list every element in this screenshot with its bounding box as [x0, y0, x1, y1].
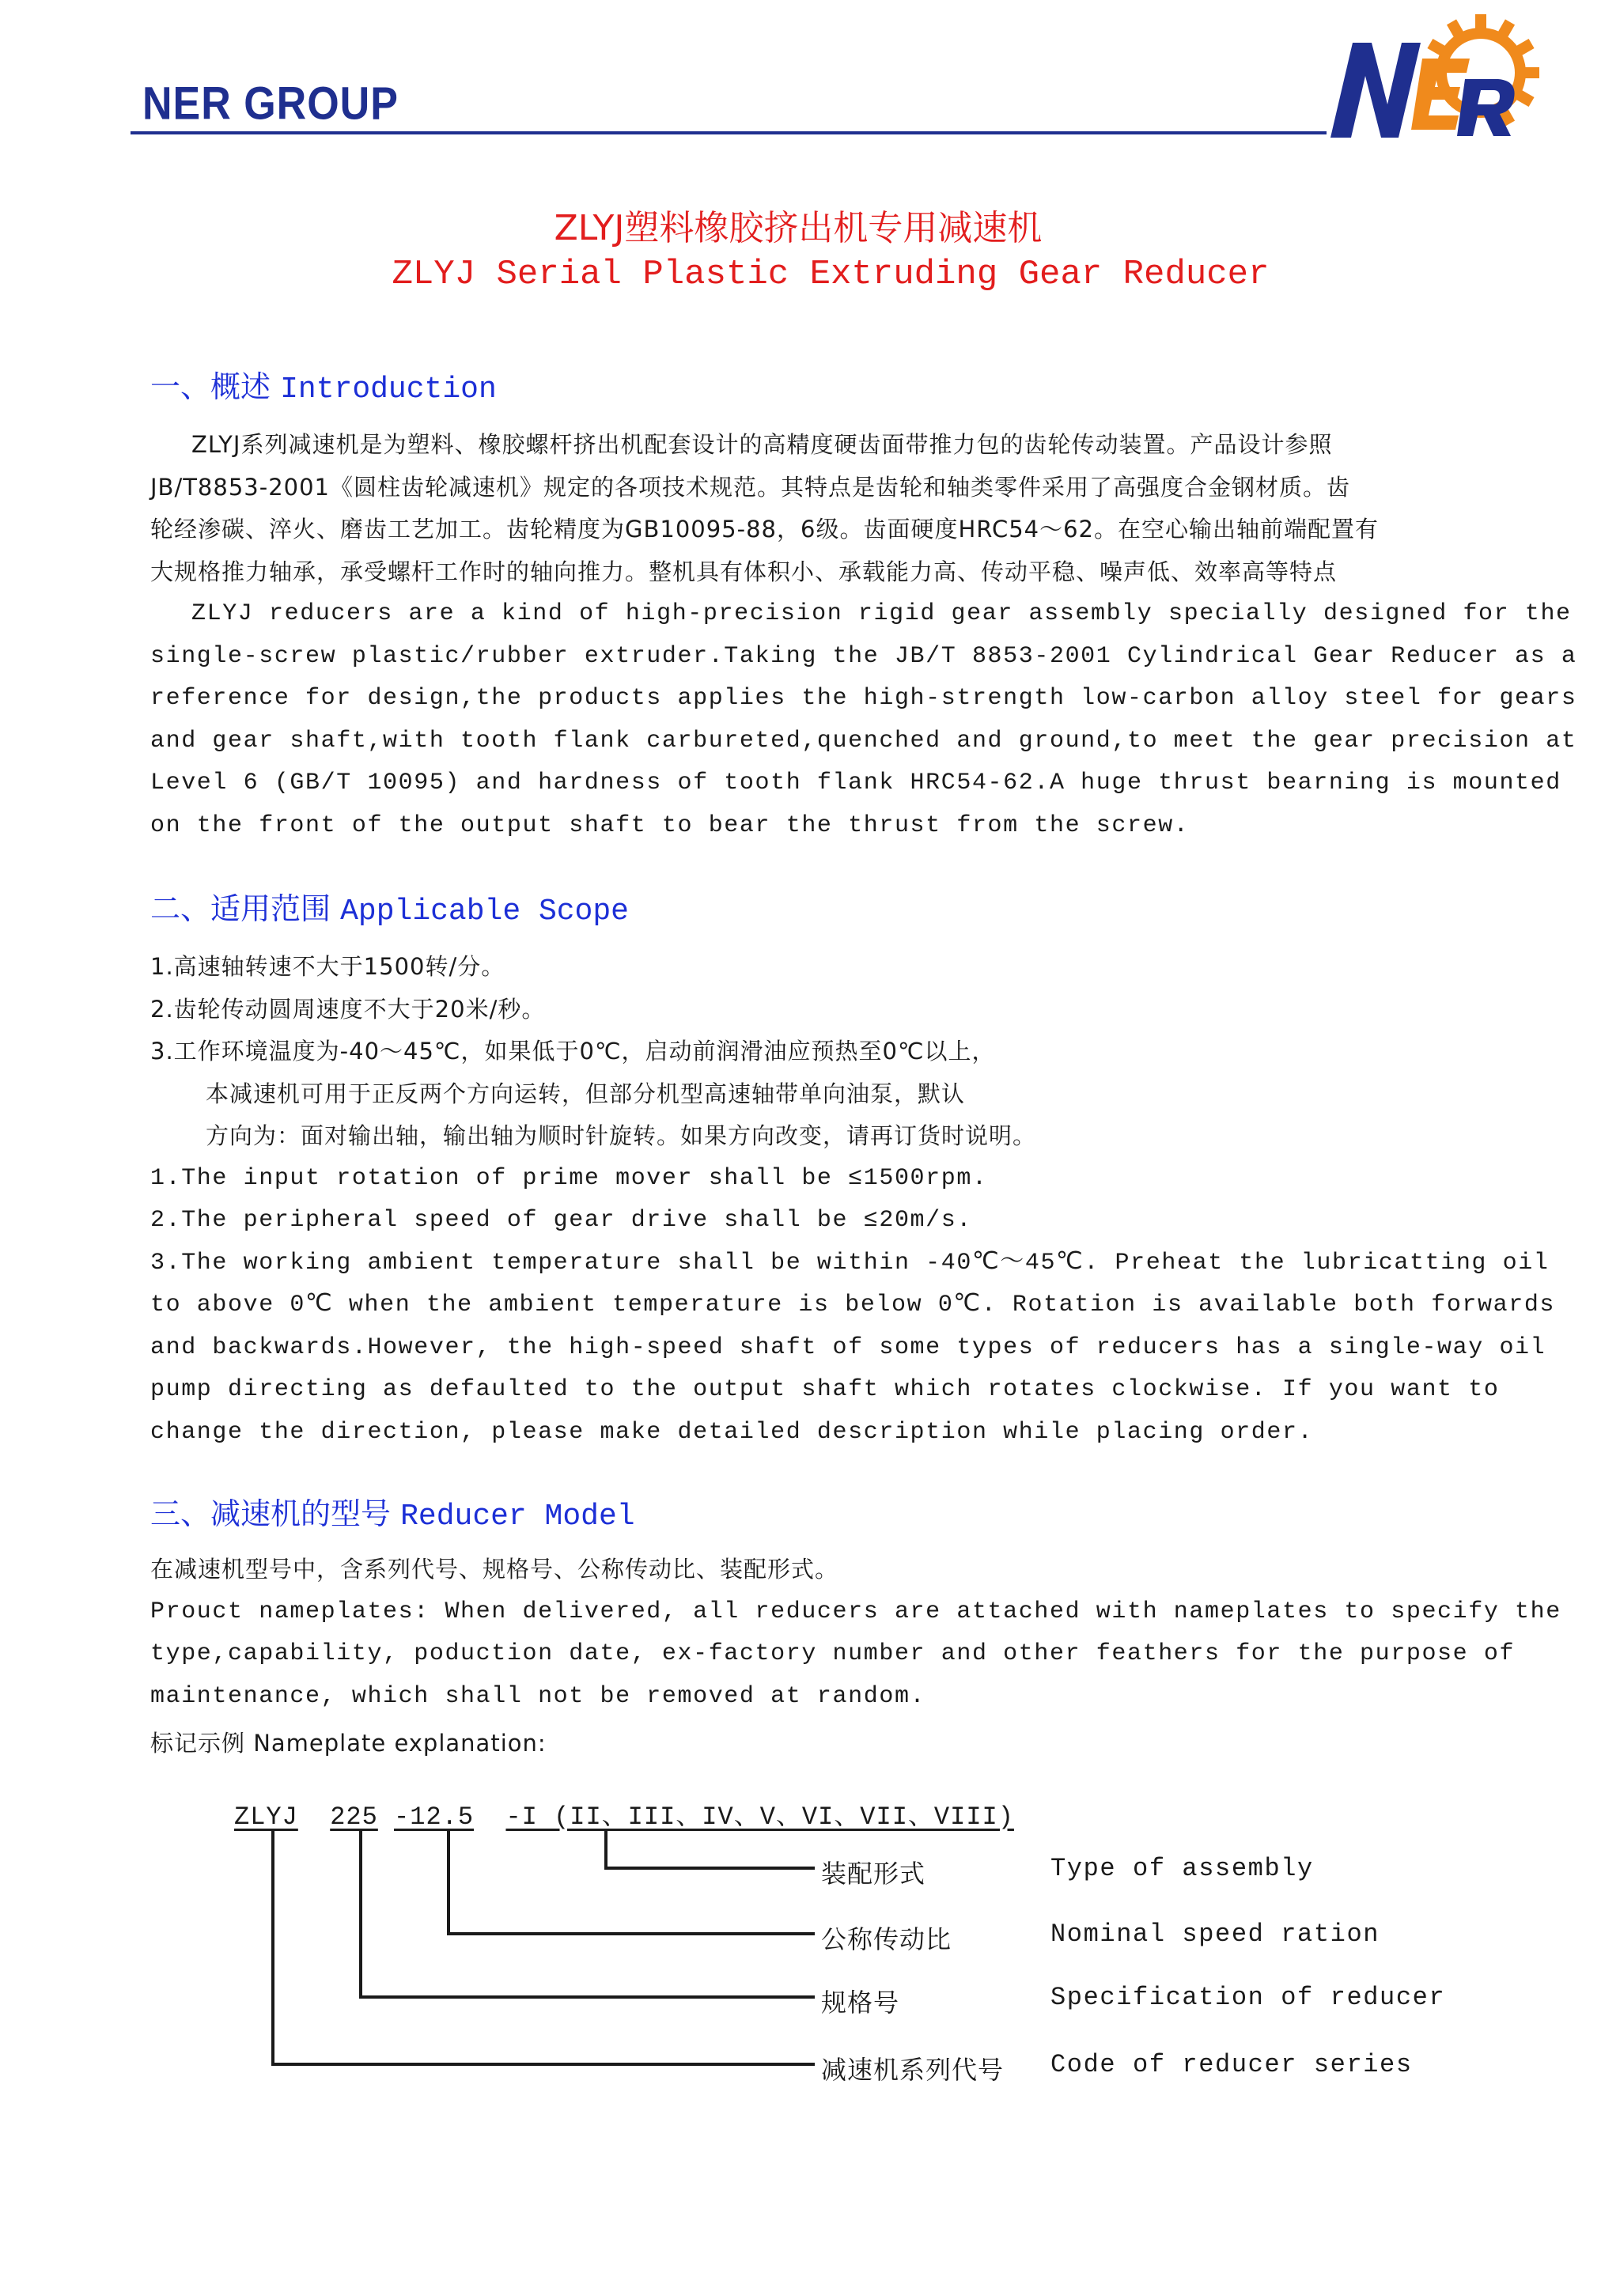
- scope-en-line: 3.The working ambient temperature shall be within -40℃～45℃. Preheat the lubricatting oil: [150, 1249, 1550, 1277]
- scope-en-line: and backwards.However, the high-speed shaft of some types of reducers has a single-way oil: [150, 1333, 1546, 1361]
- intro-cn-line: 轮经渗碳、淬火、磨齿工艺加工。齿轮精度为GB10095-88，6级。齿面硬度HRC54～62。在空心输出轴前端配置有: [150, 516, 1380, 543]
- model-en-line: type,capability, poduction date, ex-factory number and other feathers for the purpose of: [150, 1640, 1516, 1667]
- intro-cn-line: JB/T8853-2001《圆柱齿轮减速机》规定的各项技术规范。其特点是齿轮和轴类零件采用了高强度合金钢材质。齿: [150, 473, 1351, 501]
- page-header: [0, 0, 1620, 150]
- title-english: ZLYJ Serial Plastic Extruding Gear Reducer: [392, 255, 1270, 294]
- label-ratio-en: Nominal speed ration: [1050, 1920, 1380, 1949]
- scope-en-line: pump directing as defaulted to the output shaft which rotates clockwise. If you want to: [150, 1376, 1500, 1403]
- scope-en-line: change the direction, please make detailed description while placing order.: [150, 1418, 1314, 1446]
- header-divider: [131, 131, 1327, 134]
- label-assembly-cn: 装配形式: [821, 1859, 926, 1889]
- section-heading-applicable-scope: [150, 884, 629, 929]
- brand-name: NER GROUP: [142, 78, 399, 130]
- scope-en-line: 2.The peripheral speed of gear drive shall be ≤20m/s.: [150, 1207, 972, 1234]
- label-spec-en: Specification of reducer: [1050, 1983, 1446, 2012]
- intro-en-line: on the front of the output shaft to bear the thrust from the screw.: [150, 811, 1190, 839]
- title-chinese: ZLYJ塑料橡胶挤出机专用减速机: [554, 208, 1043, 248]
- intro-en-line: ZLYJ reducers are a kind of high-precision rigid gear assembly specially designed for the: [191, 600, 1572, 627]
- scope-cn-line: 2.齿轮传动圆周速度不大于20米/秒。: [150, 995, 546, 1023]
- label-ratio-cn: 公称传动比: [821, 1924, 952, 1954]
- section-heading-reducer-model: [150, 1489, 635, 1534]
- heading-cn: 三、减速机的型号: [150, 1496, 392, 1531]
- nameplate-example-label: 标记示例 Nameplate explanation:: [150, 1730, 547, 1757]
- scope-cn-line: 1.高速轴转速不大于1500转/分。: [150, 953, 505, 980]
- leader-assembly: [606, 1830, 815, 1868]
- intro-en-line: reference for design,the products applies the high-strength low-carbon alloy steel for gears: [150, 685, 1577, 712]
- scope-cn-line: 本减速机可用于正反两个方向运转，但部分机型高速轴带单向油泵，默认: [206, 1080, 966, 1107]
- intro-en-line: Level 6 (GB/T 10095) and hardness of tooth flank HRC54-62.A huge thrust bearning is mounted: [150, 770, 1561, 796]
- intro-cn-line: 大规格推力轴承，承受螺杆工作时的轴向推力。整机具有体积小、承载能力高、传动平稳、噪声低、效率高等特点: [150, 558, 1338, 585]
- leader-ratio: [449, 1830, 815, 1934]
- model-part-ratio: -12.5: [394, 1802, 475, 1832]
- heading-cn: 二、适用范围: [150, 891, 331, 926]
- introduction-paragraph: [150, 424, 1577, 847]
- heading-cn: 一、概述: [150, 369, 271, 404]
- model-code: [234, 1795, 1014, 1832]
- scope-en-line: to above 0℃ when the ambient temperature is below 0℃. Rotation is available both forwards: [150, 1292, 1556, 1318]
- scope-en-line: 1.The input rotation of prime mover shall be ≤1500rpm.: [150, 1164, 988, 1192]
- leader-series: [273, 1830, 815, 2064]
- ner-gear-logo-icon: [1323, 11, 1544, 146]
- model-en-line: Prouct nameplates: When delivered, all reducers are attached with nameplates to specify the: [150, 1598, 1561, 1625]
- model-part-assembly: -I (II、III、IV、V、VI、VII、VIII): [505, 1802, 1014, 1832]
- section-heading-introduction: [150, 362, 497, 407]
- intro-cn-line: ZLYJ系列减速机是为塑料、橡胶螺杆挤出机配套设计的高精度硬齿面带推力包的齿轮传动装置。产品设计参照: [191, 431, 1333, 458]
- heading-en: Introduction: [280, 373, 497, 407]
- intro-en-line: single-screw plastic/rubber extruder.Taking the JB/T 8853-2001 Cylindrical Gear Reducer as a: [150, 642, 1577, 670]
- model-part-size: 225: [330, 1802, 378, 1832]
- heading-en: Reducer Model: [400, 1500, 635, 1534]
- label-series-en: Code of reducer series: [1050, 2050, 1413, 2079]
- heading-en: Applicable Scope: [340, 895, 629, 929]
- model-paragraph: [150, 1549, 1561, 1718]
- scope-paragraph: [150, 946, 1556, 1454]
- model-cn-line: 在减速机型号中，含系列代号、规格号、公称传动比、装配形式。: [150, 1556, 839, 1583]
- leader-spec: [361, 1830, 815, 1997]
- model-part-series: ZLYJ: [234, 1802, 298, 1832]
- intro-en-line: and gear shaft,with tooth flank carbureted,quenched and ground,to meet the gear precision at: [150, 727, 1577, 755]
- label-series-cn: 减速机系列代号: [821, 2055, 1005, 2085]
- label-spec-cn: 规格号: [821, 1988, 900, 2018]
- model-en-line: maintenance, which shall not be removed at random.: [150, 1682, 926, 1710]
- label-assembly-en: Type of assembly: [1050, 1854, 1314, 1883]
- scope-cn-line: 3.工作环境温度为-40～45℃，如果低于0℃，启动前润滑油应预热至0℃以上，: [150, 1038, 996, 1065]
- scope-cn-line: 方向为：面对输出轴，输出轴为顺时针旋转。如果方向改变，请再订货时说明。: [206, 1122, 1037, 1149]
